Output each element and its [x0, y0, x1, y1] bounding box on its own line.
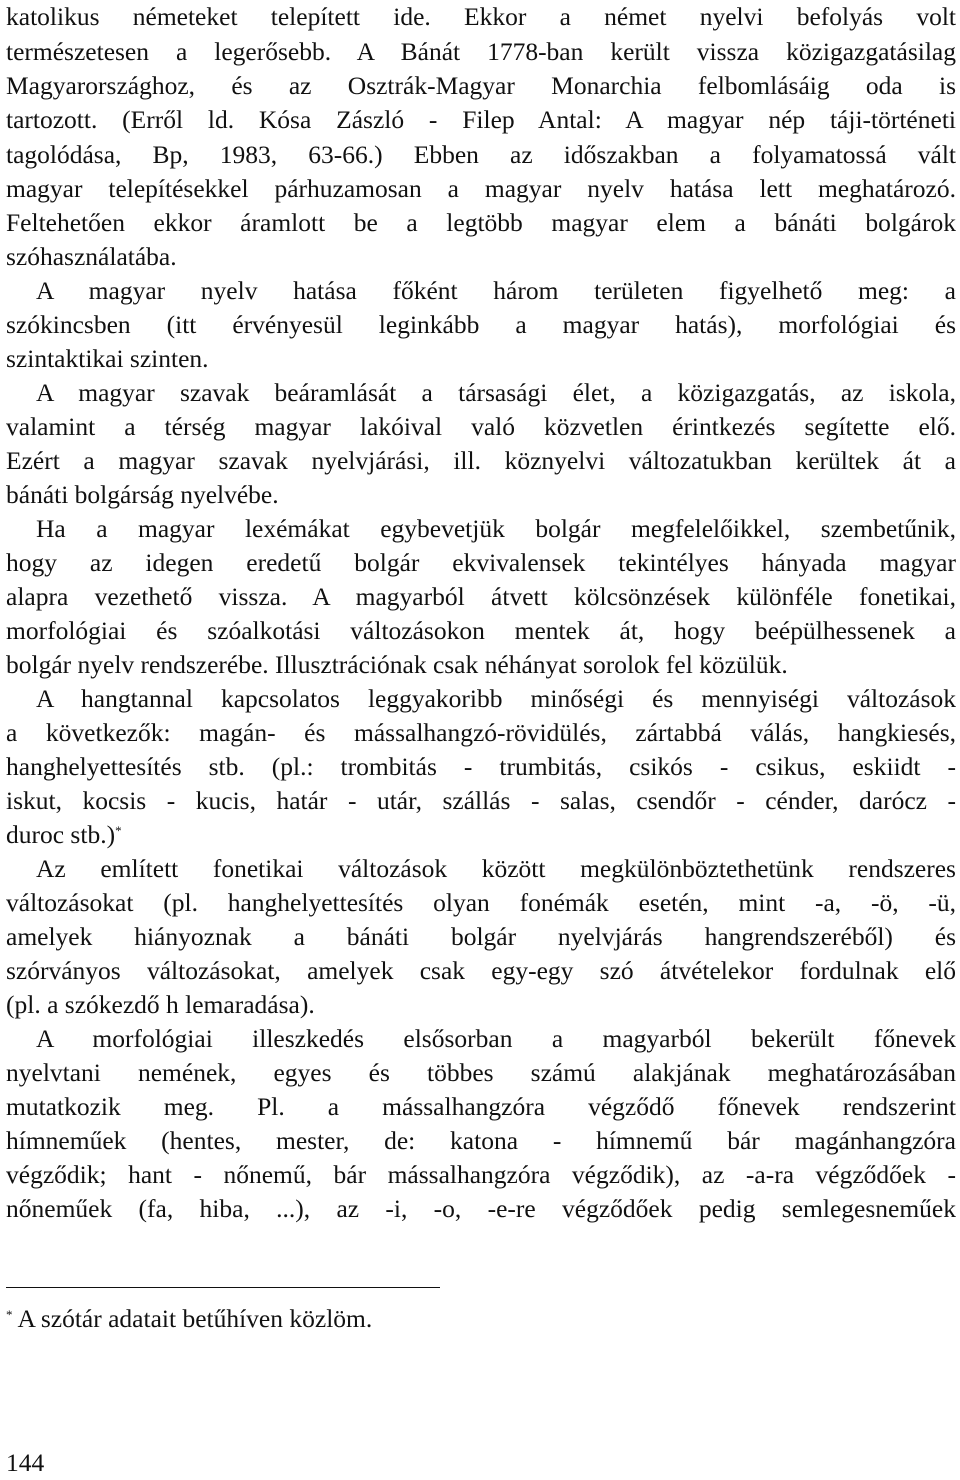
text-line: Magyarországhoz, és az Osztrák-Magyar Monarchia felbomlásáig oda is: [6, 71, 956, 100]
text-line: bánáti bolgárság nyelvébe.: [6, 480, 279, 509]
text-line: a következők: magán- és mássalhangzó-rövidülés, zártabbá válás, hangkiesés,: [6, 718, 956, 747]
text-line: alapra vezethető vissza. A magyarból átvett kölcsönzések különféle fonetikai,: [6, 582, 956, 611]
text-line: nőneműek (fa, hiba, ...), az -i, -o, -e-re végződőek pedig semlegesneműek: [6, 1194, 956, 1223]
text-line: amelyek hiányoznak a bánáti bolgár nyelvjárás hangrendszeréből) és: [6, 922, 956, 951]
text-line: szórványos változásokat, amelyek csak egy-egy szó átvételekor fordulnak elő: [6, 956, 956, 985]
text-line: morfológiai és szóalkotási változásokon mentek át, hogy beépülhessenek a: [6, 616, 956, 645]
footnote-marker: *: [6, 1307, 13, 1322]
paragraph-first-line: Az említett fonetikai változások között megkülönböztethetünk rendszeres: [36, 854, 956, 883]
paragraph-first-line: Ha a magyar lexémákat egybevetjük bolgár megfelelőikkel, szembetűnik,: [36, 514, 956, 543]
text-line: magyar telepítésekkel párhuzamosan a magyar nyelv hatása lett meghatározó.: [6, 174, 956, 203]
text-line: szóhasználatába.: [6, 242, 177, 271]
text-line: iskut, kocsis - kucis, határ - utár, szállás - salas, csendőr - cénder, darócz -: [6, 786, 956, 815]
text-line: mutatkozik meg. Pl. a mássalhangzóra végződő főnevek rendszerint: [6, 1092, 956, 1121]
text-line: végződik; hant - nőnemű, bár mássalhangzóra végződik), az -a-ra végződőek -: [6, 1160, 956, 1189]
text-line: katolikus németeket telepített ide. Ekkor a német nyelvi befolyás volt: [6, 2, 956, 31]
text-line: természetesen a legerősebb. A Bánát 1778-ban került vissza közigazgatásilag: [6, 37, 956, 66]
footnote-marker: *: [115, 823, 122, 838]
text-line: szintaktikai szinten.: [6, 344, 209, 373]
text-line: valamint a térség magyar lakóival való közvetlen érintkezés segítette elő.: [6, 412, 956, 441]
page-number: 144: [6, 1448, 45, 1477]
footnote-divider: [6, 1287, 440, 1288]
text-line: bolgár nyelv rendszerébe. Illusztrációnak csak néhányat sorolok fel közülük.: [6, 650, 788, 679]
paragraph-first-line: A hangtannal kapcsolatos leggyakoribb minőségi és mennyiségi változások: [36, 684, 956, 713]
paragraph-first-line: A morfológiai illeszkedés elsősorban a magyarból bekerült főnevek: [36, 1024, 956, 1053]
text-fragment: duroc stb.): [6, 820, 116, 849]
text-line: tartozott. (Erről ld. Kósa Zászló - Filep Antal: A magyar nép táji-történeti: [6, 105, 956, 134]
paragraph-first-line: A magyar szavak beáramlását a társasági élet, a közigazgatás, az iskola,: [36, 378, 956, 407]
text-line: hímneműek (hentes, mester, de: katona - hímnemű bár magánhangzóra: [6, 1126, 956, 1155]
text-line: [6, 818, 956, 852]
text-line: hogy az idegen eredetű bolgár ekvivalensek tekintélyes hányada magyar: [6, 548, 956, 577]
footnote: [6, 1302, 372, 1336]
text-line: (pl. a szókezdő h lemaradása).: [6, 990, 315, 1019]
footnote-text: A szótár adatait betűhíven közlöm.: [17, 1304, 373, 1333]
text-line: nyelvtani nemének, egyes és többes számú alakjának meghatározásában: [6, 1058, 956, 1087]
text-line: Ezért a magyar szavak nyelvjárási, ill. köznyelvi változatukban kerültek át a: [6, 446, 956, 475]
text-line: változásokat (pl. hanghelyettesítés olyan fonémák esetén, mint -a, -ö, -ü,: [6, 888, 956, 917]
text-line: tagolódása, Bp, 1983, 63-66.) Ebben az időszakban a folyamatossá vált: [6, 140, 956, 169]
text-line: szókincsben (itt érvényesül leginkább a magyar hatás), morfológiai és: [6, 310, 956, 339]
text-line: hanghelyettesítés stb. (pl.: trombitás - trumbitás, csikós - csikus, eskiidt -: [6, 752, 956, 781]
text-line: Feltehetően ekkor áramlott be a legtöbb magyar elem a bánáti bolgárok: [6, 208, 956, 237]
paragraph-first-line: A magyar nyelv hatása főként három területen figyelhető meg: a: [36, 276, 956, 305]
